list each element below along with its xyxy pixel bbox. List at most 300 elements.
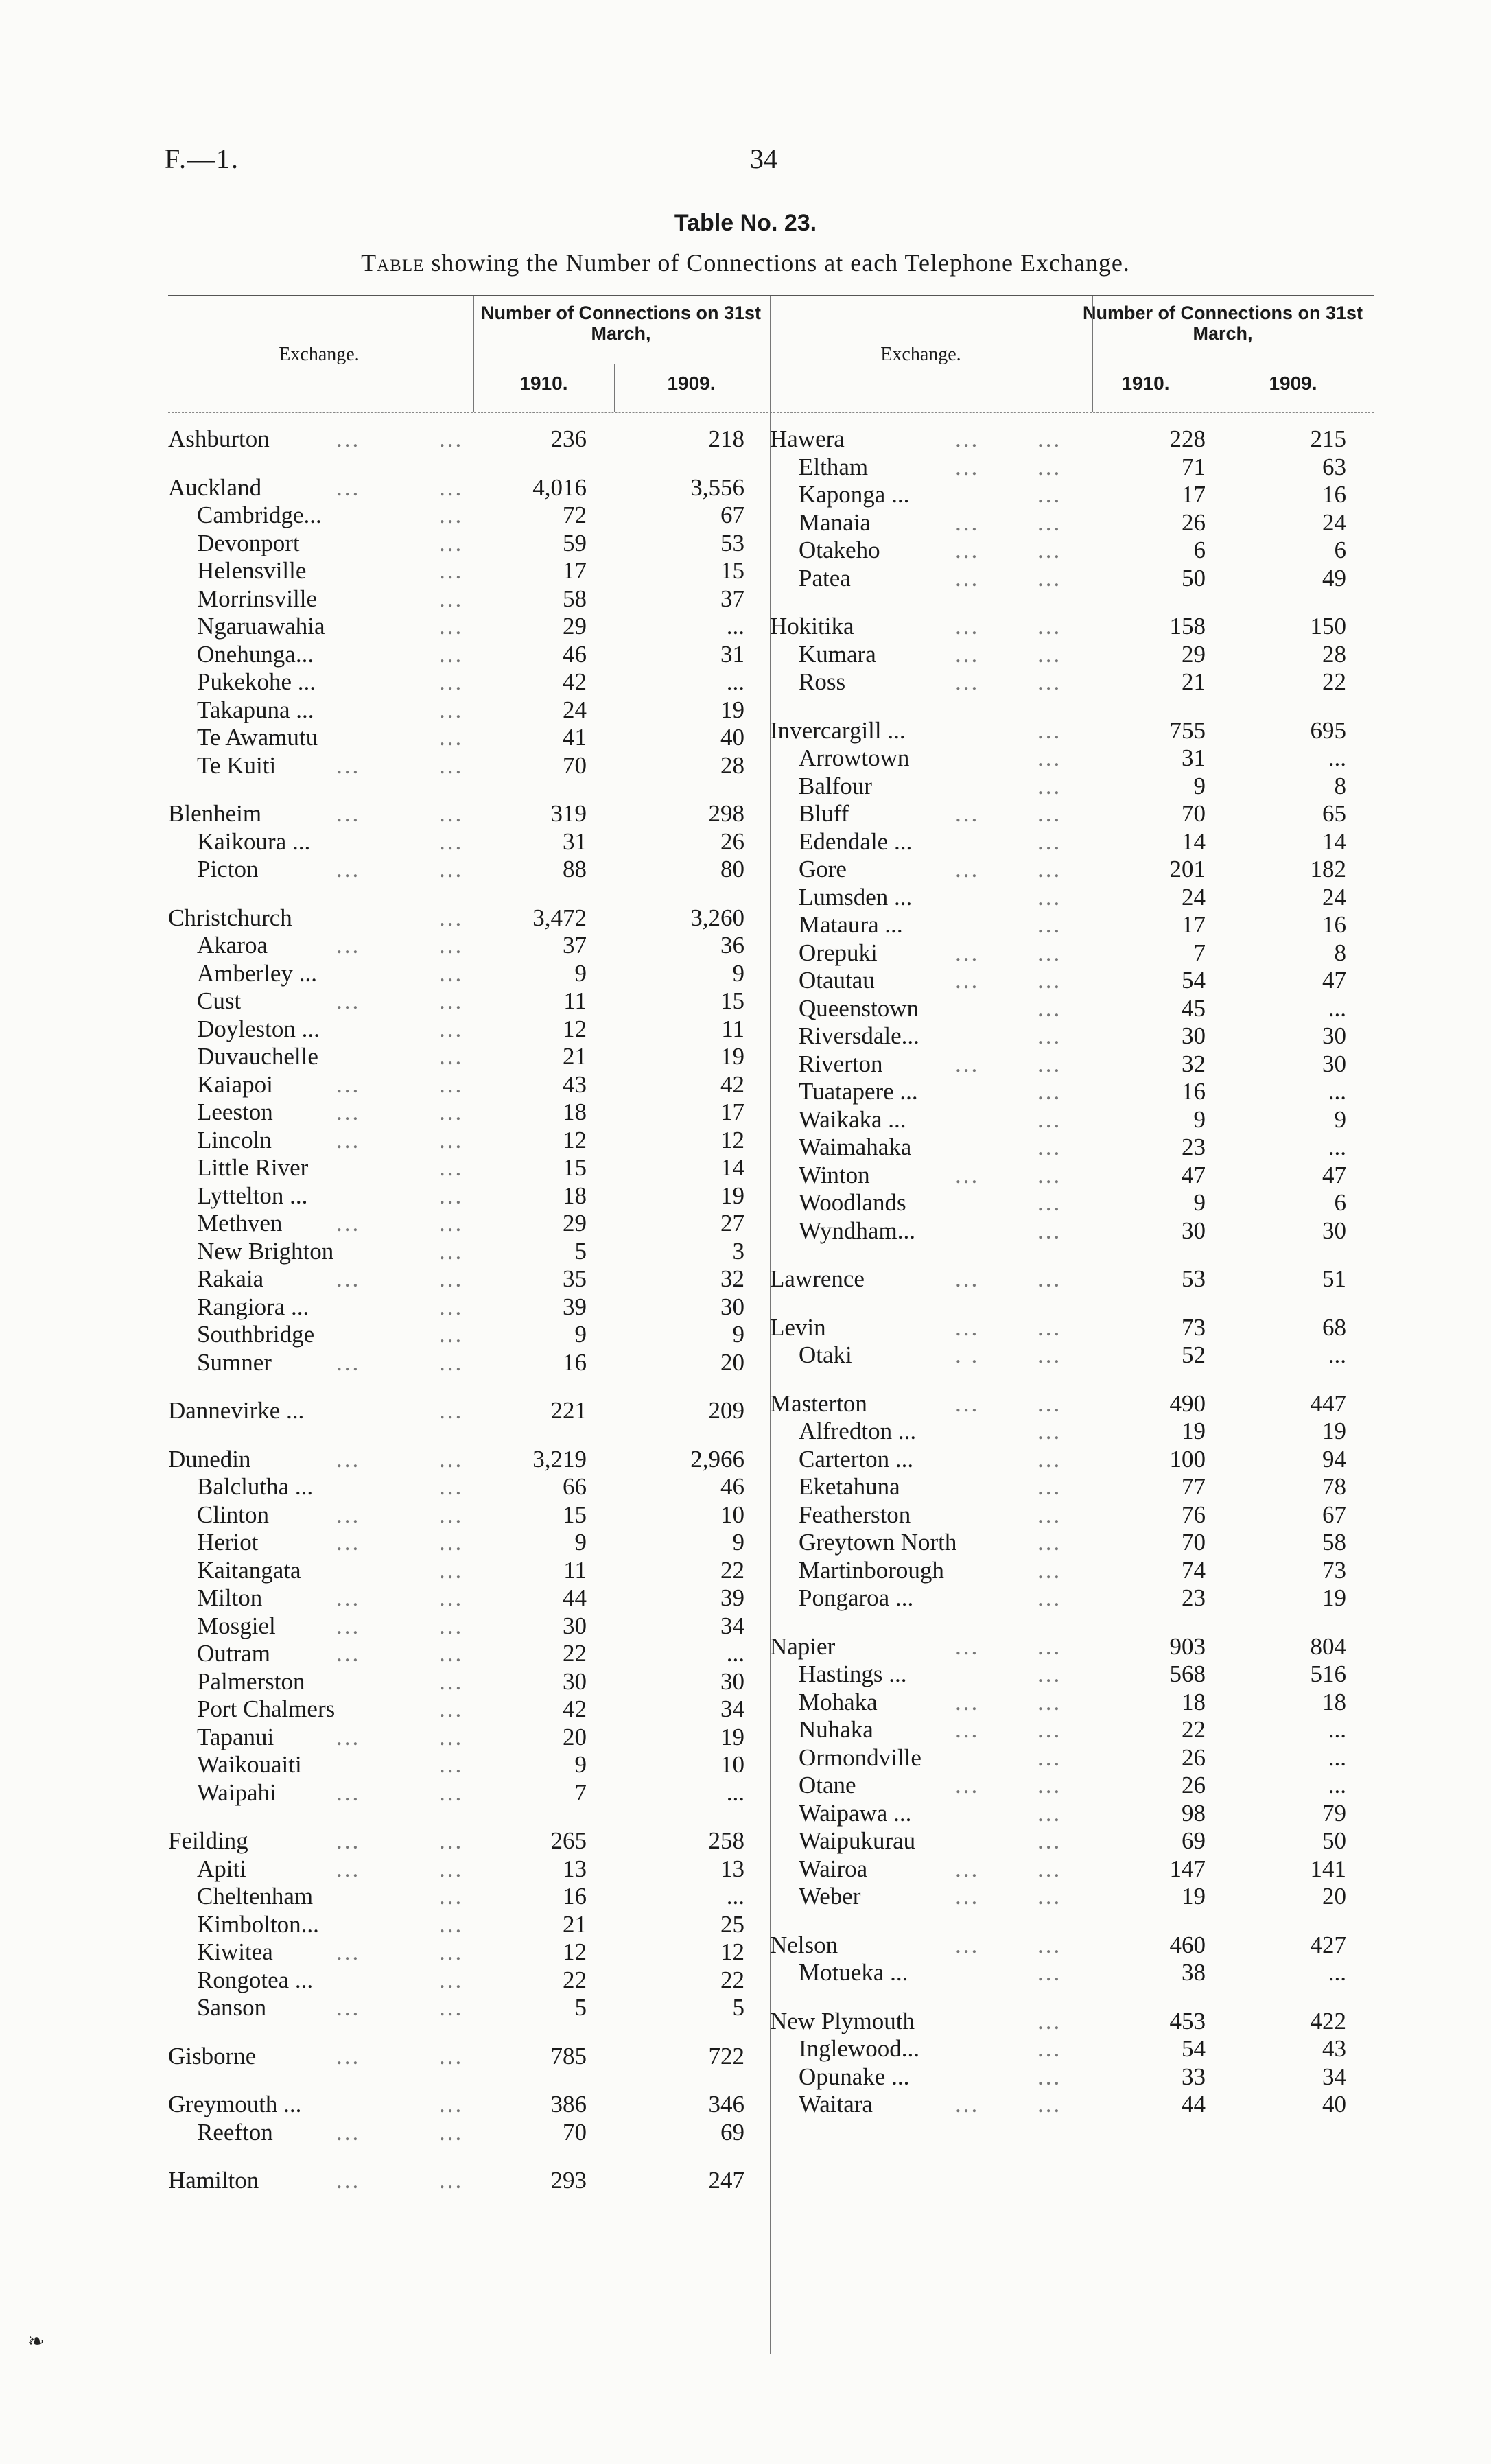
leader-dots: ... (1037, 911, 1062, 938)
connections-1910: 30 (1182, 1217, 1206, 1244)
leader-dots: ... (1037, 1265, 1062, 1292)
table-row (770, 1314, 1374, 1342)
connections-1910: 3,472 (532, 904, 587, 931)
connections-1910: 44 (1182, 2091, 1206, 2117)
right-table-body (770, 425, 1374, 2119)
connections-1910: 18 (1182, 1688, 1206, 1715)
connections-1910: 45 (1182, 994, 1206, 1022)
connections-1910: 30 (1182, 1022, 1206, 1049)
leader-dots: ... (439, 1293, 464, 1320)
leader-dots: ... (1037, 1418, 1062, 1444)
row-spacer (168, 884, 772, 904)
leader-dots: ... (955, 1389, 980, 1417)
table-row (770, 828, 1374, 856)
connections-1909: 258 (708, 1827, 744, 1854)
connections-1910: 19 (1182, 1883, 1206, 1910)
leader-dots: ... (1037, 1661, 1062, 1687)
table-row (168, 1779, 772, 1807)
table-row (770, 911, 1374, 939)
connections-1909: 804 (1310, 1632, 1346, 1660)
leader-dots: ... (1037, 1931, 1062, 1958)
leader-dots: ... (336, 1445, 361, 1472)
connections-1909: 63 (1322, 453, 1346, 480)
leader-dots: ... (439, 557, 464, 584)
connections-1909: 80 (720, 856, 744, 882)
connections-1910: 265 (550, 1827, 587, 1854)
connections-1909: 28 (720, 751, 744, 779)
table-row (770, 613, 1374, 641)
leader-dots: ... (1037, 1341, 1062, 1368)
table-row (770, 537, 1374, 565)
leader-dots: ... (439, 1154, 464, 1181)
leader-dots: ... (1037, 481, 1062, 508)
connections-1910: 33 (1182, 2063, 1206, 2090)
connections-1909: 6 (1334, 1189, 1346, 1216)
connections-1909: ... (726, 668, 744, 695)
exchange-name: Auckland (168, 473, 262, 501)
exchange-name: Otaki (799, 1341, 852, 1368)
table-row (168, 530, 772, 558)
connections-1910: 460 (1169, 1931, 1206, 1958)
connections-1910: 9 (1193, 1189, 1206, 1216)
connections-1909: 218 (708, 425, 744, 452)
leader-dots: ... (336, 1348, 361, 1376)
table-row (770, 509, 1374, 537)
leader-dots: ... (439, 1612, 464, 1639)
leader-dots: ... (439, 904, 464, 931)
exchange-name: Invercargill ... (770, 716, 906, 744)
connections-1910: 11 (563, 987, 587, 1014)
leader-dots: ... (336, 473, 361, 501)
table-row (770, 1529, 1374, 1557)
leader-dots: ... (439, 1529, 464, 1556)
connections-1909: 18 (1322, 1688, 1346, 1715)
leader-dots: ... (336, 1501, 361, 1528)
leader-dots: ... (1037, 1313, 1062, 1341)
connections-1909: 73 (1322, 1556, 1346, 1584)
table-row (770, 1189, 1374, 1217)
leader-dots: ... (955, 564, 980, 591)
exchange-name: Tapanui (197, 1723, 274, 1750)
exchange-name: Masterton (770, 1389, 867, 1417)
leader-dots: ... (336, 987, 361, 1014)
connections-1909: 8 (1334, 772, 1346, 799)
leader-dots: ... (1037, 508, 1062, 536)
connections-1909: 30 (1322, 1217, 1346, 1244)
leader-dots: ... (439, 1938, 464, 1965)
leader-dots: ... (439, 1751, 464, 1778)
connections-1910: 4,016 (532, 473, 587, 501)
connections-1909: 31 (720, 640, 744, 668)
leader-dots: ... (955, 1313, 980, 1341)
leader-dots: ... (1037, 1744, 1062, 1771)
connections-1909: 19 (1322, 1584, 1346, 1611)
leader-dots: ... (1037, 1473, 1062, 1500)
leader-dots: ... (439, 1883, 464, 1910)
exchange-name: Port Chalmers (197, 1696, 336, 1722)
leader-dots: ... (336, 1099, 361, 1125)
table-row (168, 752, 772, 780)
leader-dots: ... (1037, 564, 1062, 591)
leader-dots: ... (439, 1556, 464, 1584)
leader-dots: ... (955, 537, 980, 563)
exchange-name: Little River (197, 1154, 309, 1181)
exchange-name: Kaitangata (197, 1556, 301, 1584)
exchange-name: Balclutha ... (197, 1473, 314, 1500)
connections-1909: 58 (1322, 1529, 1346, 1556)
table-row (168, 1640, 772, 1668)
connections-1909: 40 (720, 724, 744, 751)
connections-1910: 785 (550, 2042, 587, 2069)
table-row (168, 1938, 772, 1967)
table-row (168, 613, 772, 641)
connections-1910: 74 (1182, 1556, 1206, 1584)
connections-1910: 24 (563, 696, 587, 723)
table-row (770, 1557, 1374, 1585)
leader-dots: ... (439, 1237, 464, 1265)
table-row (770, 641, 1374, 669)
leader-dots: ... (1037, 1883, 1062, 1910)
connections-1910: 71 (1182, 453, 1206, 480)
exchange-name: Waitara (799, 2091, 873, 2117)
connections-1910: 453 (1169, 2007, 1206, 2034)
table-row (168, 1397, 772, 1425)
connections-1910: 22 (1182, 1716, 1206, 1743)
connections-1909: 40 (1322, 2091, 1346, 2117)
connections-1909: ... (1328, 1134, 1346, 1160)
exchange-name: Ngaruawahia (197, 613, 325, 640)
table-row (770, 1418, 1374, 1446)
exchange-name: Motueka ... (799, 1959, 908, 1986)
exchange-name: Onehunga... (197, 640, 314, 668)
table-row (770, 1584, 1374, 1612)
connections-1909: 34 (1322, 2063, 1346, 2090)
connections-1910: 13 (563, 1855, 587, 1882)
leader-dots: ... (1037, 2007, 1062, 2034)
leader-dots: ... (439, 1348, 464, 1376)
leader-dots: ... (955, 1265, 980, 1292)
exchange-name: Waipawa ... (799, 1799, 912, 1827)
leader-dots: ... (955, 1883, 980, 1910)
connections-1909: 19 (720, 696, 744, 723)
connections-1910: 15 (563, 1501, 587, 1528)
table-row (770, 1932, 1374, 1960)
table-row (770, 773, 1374, 801)
table-row (168, 2091, 772, 2119)
table-row (770, 1800, 1374, 1828)
connections-1909: 12 (720, 1126, 744, 1153)
connections-1909: 6 (1334, 537, 1346, 563)
connections-1910: 24 (1182, 883, 1206, 911)
exchange-name: Queenstown (799, 994, 919, 1022)
connections-1910: 17 (563, 557, 587, 584)
connections-1910: 9 (574, 1321, 587, 1348)
leader-dots: ... (1037, 1959, 1062, 1986)
exchange-name: Lincoln (197, 1126, 272, 1153)
leader-dots: ... (439, 724, 464, 751)
connections-1909: 215 (1310, 425, 1346, 452)
connections-1910: 39 (563, 1293, 587, 1320)
connections-1910: 59 (563, 529, 587, 556)
connections-1909: 43 (1322, 2035, 1346, 2062)
connections-1909: 28 (1322, 640, 1346, 668)
connections-1910: 53 (1182, 1265, 1206, 1292)
leader-dots: ... (439, 1070, 464, 1098)
leader-dots: ... (1037, 1556, 1062, 1584)
connections-1910: 70 (1182, 800, 1206, 827)
connections-1909: 32 (720, 1265, 744, 1292)
exchange-name: Arrowtown (799, 744, 910, 771)
table-row (168, 1696, 772, 1724)
caption-prefix: Table (361, 249, 425, 277)
leader-dots: ... (336, 1640, 361, 1667)
column-rule (1092, 296, 1093, 412)
leader-dots: ... (439, 828, 464, 855)
table-row (168, 1557, 772, 1585)
table-row (770, 717, 1374, 745)
connections-1909: 516 (1310, 1661, 1346, 1687)
table-row (770, 454, 1374, 482)
connections-1910: 3,219 (532, 1445, 587, 1472)
leader-dots: ... (336, 932, 361, 959)
connections-1909: 9 (732, 1321, 744, 1348)
table-row (168, 1994, 772, 2022)
connections-1909: 422 (1310, 2007, 1346, 2034)
table-row (168, 1668, 772, 1696)
connections-1909: ... (726, 1779, 744, 1806)
exchange-name: Rangiora ... (197, 1293, 309, 1320)
connections-1909: 34 (720, 1696, 744, 1722)
exchange-name: Napier (770, 1632, 836, 1660)
table-row (168, 2119, 772, 2147)
table-row (770, 668, 1374, 696)
connections-1909: 8 (1334, 939, 1346, 966)
connections-1910: 52 (1182, 1341, 1206, 1368)
leader-dots: ... (1037, 1445, 1062, 1472)
table-row (168, 425, 772, 454)
connections-1910: 69 (1182, 1827, 1206, 1854)
leader-dots: ... (1037, 772, 1062, 799)
leader-dots: ... (439, 1667, 464, 1695)
leader-dots: ... (955, 1716, 980, 1743)
table-row (770, 1022, 1374, 1051)
exchange-name: Ross (799, 668, 846, 695)
exchange-name: Eltham (799, 453, 869, 480)
connections-1909: 67 (1322, 1501, 1346, 1528)
exchange-name: Waipukurau (799, 1827, 916, 1854)
leader-dots: ... (336, 1938, 361, 1965)
row-spacer (770, 1987, 1374, 2008)
leader-dots: ... (336, 1779, 361, 1806)
connections-1910: 293 (550, 2167, 587, 2194)
row-spacer (770, 592, 1374, 613)
connections-1909: 22 (720, 1966, 744, 1993)
exchange-name: Otane (799, 1772, 856, 1798)
leader-dots: ... (336, 1210, 361, 1236)
exchange-name: Kumara (799, 640, 876, 668)
exchange-name: Kiwitea (197, 1938, 273, 1965)
connections-1909: 17 (720, 1099, 744, 1125)
leader-dots: ... (1037, 1632, 1062, 1660)
connections-group-header: Number of Connections on 31st March, (1082, 303, 1363, 344)
exchange-name: Orepuki (799, 939, 878, 966)
connections-1910: 29 (1182, 640, 1206, 668)
table-row (168, 1210, 772, 1238)
leader-dots: ... (1037, 1161, 1062, 1188)
connections-1909: 13 (720, 1855, 744, 1882)
leader-dots: ... (955, 640, 980, 668)
leader-dots: ... (1037, 453, 1062, 480)
connections-1910: 22 (563, 1966, 587, 1993)
leader-dots: ... (955, 1772, 980, 1798)
connections-1910: 41 (563, 724, 587, 751)
leader-dots: ... (1037, 1105, 1062, 1133)
exchange-name: New Plymouth (770, 2007, 915, 2034)
connections-1909: 22 (1322, 668, 1346, 695)
connections-1909: 42 (720, 1070, 744, 1098)
connections-1909: 3,556 (690, 473, 744, 501)
leader-dots: ... (439, 696, 464, 723)
connections-1910: 5 (574, 1994, 587, 2021)
exchange-name: Wyndham... (799, 1217, 915, 1244)
table-row (770, 1855, 1374, 1884)
exchange-name: Dannevirke ... (168, 1397, 305, 1424)
exchange-name: Wairoa (799, 1855, 868, 1882)
table-row (770, 2091, 1374, 2119)
leader-dots: . . (955, 1341, 980, 1368)
exchange-name: Cambridge... (197, 502, 322, 528)
connections-1909: 447 (1310, 1389, 1346, 1417)
connections-1910: 18 (563, 1099, 587, 1125)
connections-1910: 23 (1182, 1584, 1206, 1611)
connections-1909: 27 (720, 1210, 744, 1236)
connections-1909: 19 (720, 1723, 744, 1750)
exchange-name: New Brighton (197, 1237, 334, 1265)
table-row (770, 2035, 1374, 2063)
connections-1910: 30 (563, 1667, 587, 1695)
table-row (770, 1501, 1374, 1529)
leader-dots: ... (439, 959, 464, 987)
leader-dots: ... (1037, 967, 1062, 994)
table-row (770, 2008, 1374, 2036)
leader-dots: ... (336, 1612, 361, 1639)
row-spacer (770, 1612, 1374, 1633)
row-spacer (168, 2070, 772, 2091)
leader-dots: ... (1037, 668, 1062, 695)
connections-1910: 7 (574, 1779, 587, 1806)
leader-dots: ... (336, 1529, 361, 1556)
connections-1909: 68 (1322, 1313, 1346, 1341)
right-table-column (770, 295, 1374, 2119)
leader-dots: ... (955, 1632, 980, 1660)
connections-1910: 236 (550, 425, 587, 452)
leader-dots: ... (1037, 1716, 1062, 1743)
leader-dots: ... (439, 1966, 464, 1993)
leader-dots: ... (439, 585, 464, 612)
leader-dots: ... (439, 1640, 464, 1667)
table-row (168, 668, 772, 696)
connections-1909: 2,966 (690, 1445, 744, 1472)
leader-dots: ... (439, 1723, 464, 1750)
connections-1910: 31 (1182, 744, 1206, 771)
document-reference: F.—1. (165, 143, 240, 174)
leader-dots: ... (955, 1161, 980, 1188)
table-row (770, 1390, 1374, 1418)
connections-1910: 70 (1182, 1529, 1206, 1556)
leader-dots: ... (1037, 1217, 1062, 1244)
exchange-name: Inglewood... (799, 2035, 919, 2062)
year-1910-header: 1910. (1121, 373, 1170, 394)
table-row (770, 884, 1374, 912)
leader-dots: ... (1037, 856, 1062, 882)
exchange-name: Kaikoura ... (197, 828, 311, 855)
leader-dots: ... (439, 1501, 464, 1528)
connections-1910: 29 (563, 1210, 587, 1236)
exchange-name: Outram (197, 1640, 270, 1667)
exchange-name: Hamilton (168, 2167, 259, 2194)
connections-1909: 427 (1310, 1931, 1346, 1958)
leader-dots: ... (336, 2167, 361, 2194)
table-row (168, 557, 772, 585)
leader-dots: ... (955, 508, 980, 536)
connections-1909: 15 (720, 557, 744, 584)
table-row (168, 2167, 772, 2195)
table-row (168, 1883, 772, 1911)
connections-1909: ... (1328, 1716, 1346, 1743)
table-row (770, 1078, 1374, 1106)
connections-1909: 695 (1310, 716, 1346, 744)
exchange-name: Apiti (197, 1855, 246, 1882)
connections-1910: 21 (1182, 668, 1206, 695)
leader-dots: ... (439, 2091, 464, 2117)
connections-1909: 51 (1322, 1265, 1346, 1292)
exchange-name: Christchurch (168, 904, 292, 931)
row-spacer (168, 454, 772, 474)
table-row (770, 995, 1374, 1023)
table-row (168, 1182, 772, 1210)
connections-1909: 247 (708, 2167, 744, 2194)
connections-1910: 319 (550, 800, 587, 827)
table-row (770, 1106, 1374, 1134)
leader-dots: ... (439, 987, 464, 1014)
connections-1909: 5 (732, 1994, 744, 2021)
connections-1909: 49 (1322, 564, 1346, 591)
exchange-name: Cheltenham (197, 1883, 314, 1910)
exchange-name: Martinborough (799, 1556, 944, 1584)
table-row (168, 1293, 772, 1322)
leader-dots: ... (439, 1043, 464, 1070)
connections-1909: 50 (1322, 1827, 1346, 1854)
leader-dots: ... (1037, 994, 1062, 1022)
table-row (770, 856, 1374, 884)
row-spacer (770, 1911, 1374, 1932)
leader-dots: ... (439, 1210, 464, 1236)
connections-1909: ... (1328, 1772, 1346, 1798)
row-spacer (168, 1425, 772, 1446)
leader-dots: ... (1037, 1855, 1062, 1882)
table-row (770, 744, 1374, 773)
leader-dots: ... (1037, 2063, 1062, 2090)
leader-dots: ... (439, 2042, 464, 2069)
leader-dots: ... (955, 1688, 980, 1715)
connections-1910: 5 (574, 1237, 587, 1265)
connections-1909: 9 (1334, 1105, 1346, 1133)
connections-1909: 69 (720, 2118, 744, 2146)
exchange-name: Doyleston ... (197, 1015, 320, 1042)
connections-1909: 209 (708, 1397, 744, 1424)
year-1909-header: 1909. (1269, 373, 1317, 394)
exchange-name: Amberley ... (197, 959, 317, 987)
